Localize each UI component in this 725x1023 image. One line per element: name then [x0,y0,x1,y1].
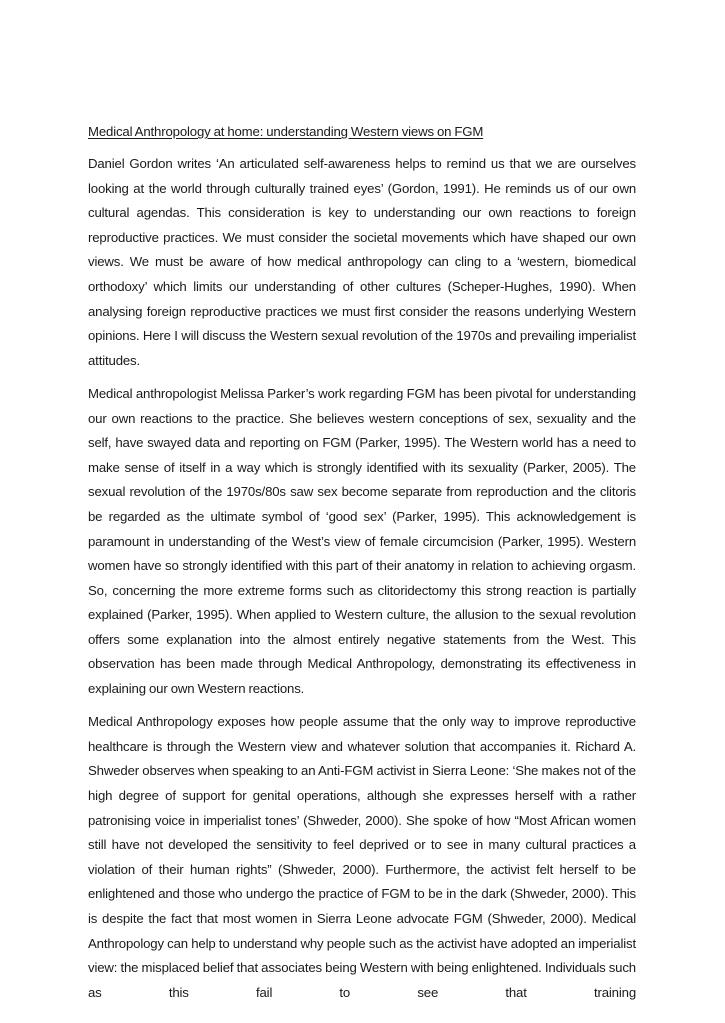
document-page [88,122,636,1014]
paragraph-shweder: Medical Anthropology exposes how people assume that the only way to improve reproductive healthcare is through the Western view and whatever solution that accompanies it. Richard A. Shweder observes when speaking to an Anti-FGM activist in Sierra Leone: ‘She makes not of the high degree of support for genital operations, although she expresses herself with a rather patronising voice in imperialist tones’ (Shweder, 2000). She spoke of how “Most African women still have not developed the sensitivity to feel deprived or to see in many cultural practices a violation of their human rights” (Shweder, 2000). Furthermore, the activist felt herself to be enlightened and those who undergo the practice of FGM to be in the dark (Shweder, 2000). This is despite the fact that most women in Sierra Leone advocate FGM (Shweder, 2000). Medical Anthropology can help to understand why people such as the activist have adopted an imperialist view: the misplaced belief that associates being Western with being enlightened. Individuals such as this fail to see that training [88,714,636,1000]
document-title: Medical Anthropology at home: understanding Western views on FGM [88,124,484,139]
paragraph-intro: Daniel Gordon writes ‘An articulated self-awareness helps to remind us that we are ourselves looking at the world through culturally trained eyes’ (Gordon, 1991). He reminds us of our own cultural agendas. This consideration is key to understanding our own reactions to foreign reproductive practices. We must consider the societal movements which have shaped our own views. We must be aware of how medical anthropology can cling to a ‘western, biomedical orthodoxy’ which limits our understanding of other cultures (Scheper-Hughes, 1990). When analysing foreign reproductive practices we must first consider the reasons underlying Western opinions. Here I will discuss the Western sexual revolution of the 1970s and prevailing imperialist attitudes. [88,156,636,368]
paragraph-parker: Medical anthropologist Melissa Parker’s work regarding FGM has been pivotal for understanding our own reactions to the practice. She believes western conceptions of sex, sexuality and the self, have swayed data and reporting on FGM (Parker, 1995). The Western world has a need to make sense of itself in a way which is strongly identified with its sexuality (Parker, 2005). The sexual revolution of the 1970s/80s saw sex become separate from reproduction and the clitoris be regarded as the ultimate symbol of ‘good sex’ (Parker, 1995). This acknowledgement is paramount in understanding of the West’s view of female circumcision (Parker, 1995). Western women have so strongly identified with this part of their anatomy in relation to achieving orgasm. So, concerning the more extreme forms such as clitoridectomy this strong reaction is partially explained (Parker, 1995). When applied to Western culture, the allusion to the sexual revolution offers some explanation into the almost entirely negative statements from the West. This observation has been made through Medical Anthropology, demonstrating its effectiveness in explaining our own Western reactions. [88,385,636,697]
